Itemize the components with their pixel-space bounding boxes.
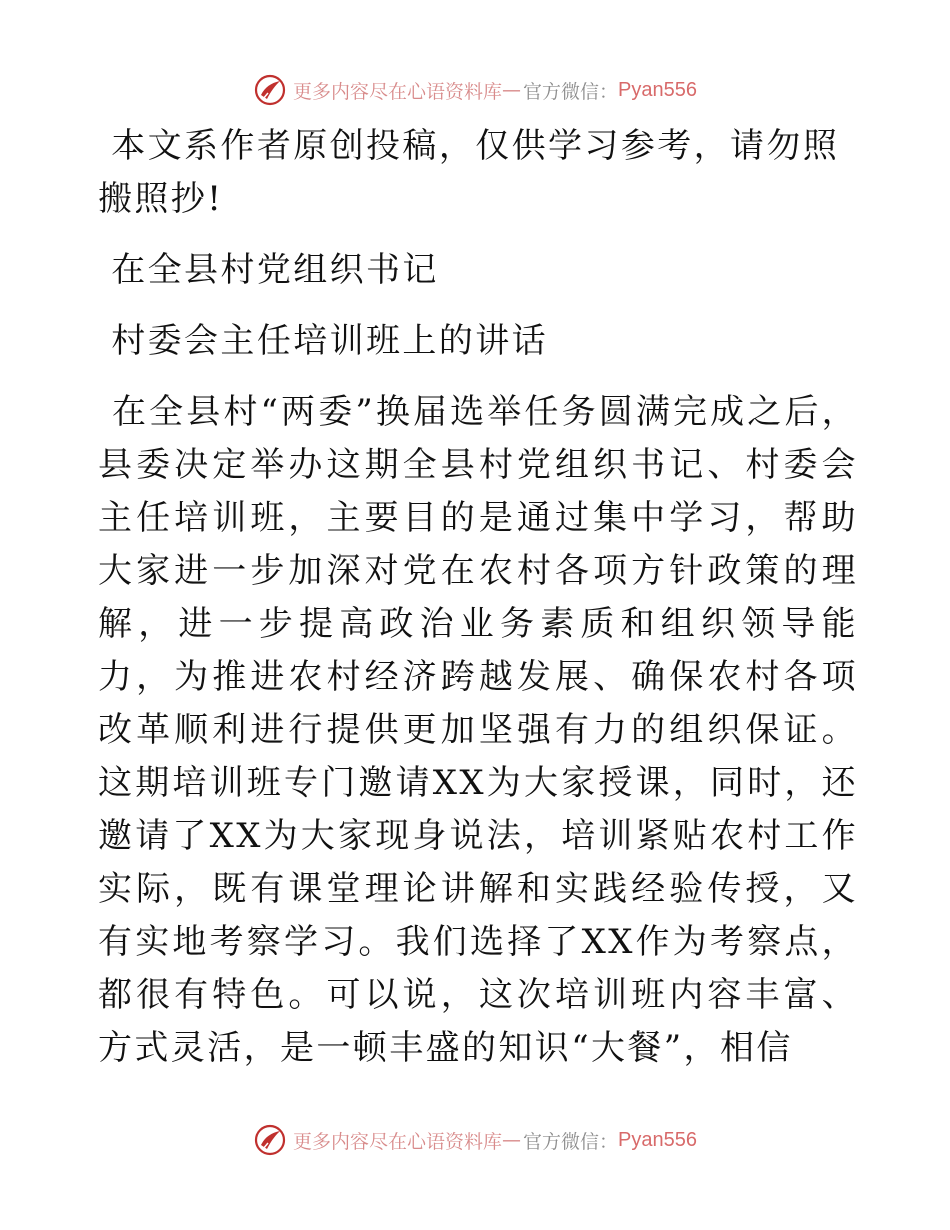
watermark-dash: — [502, 1129, 522, 1151]
speech-body-paragraph: 在全县村“两委”换届选举任务圆满完成之后，县委决定举办这期全县村党组织书记、村委会主任培训班，主要目的是通过集中学习，帮助大家进一步加深对党在农村各项方针政策的理解，进一步提高政治业务素质和组织领导能力，为推进农村经济跨越发展、确保农村各项改革顺利进行提供更加坚强有力的组织保证。这期培训班专门邀请XX为大家授课，同时，还邀请了XX为大家现身说法，培训紧贴农村工作实际，既有课堂理论讲解和实践经验传授，又有实地考察学习。我们选择了XX作为考察点，都很有特色。可以说，这次培训班内容丰富、方式灵活，是一顿丰盛的知识“大餐”，相信 [98, 392, 858, 1068]
watermark-wechat-id: Pyan556 [618, 1128, 697, 1151]
speech-title-line-2: 村委会主任培训班上的讲话 [98, 321, 549, 361]
speech-title-line-1: 在全县村党组织书记 [98, 250, 439, 290]
watermark-wechat-label: 官方微信： [523, 1130, 619, 1153]
copyright-notice: 本文系作者原创投稿，仅供学习参考，请勿照搬照抄! [98, 126, 840, 219]
document-body [98, 120, 858, 1075]
watermark-brand-text: 更多内容尽在心语资料库 [293, 1130, 503, 1153]
brand-logo-icon [253, 1123, 287, 1157]
watermark-dash: — [502, 79, 522, 101]
header-watermark [0, 70, 950, 110]
watermark-wechat-id: Pyan556 [618, 78, 697, 101]
watermark-brand-text: 更多内容尽在心语资料库 [293, 80, 503, 103]
watermark-wechat-label: 官方微信： [523, 80, 619, 103]
brand-logo-icon [253, 73, 287, 107]
footer-watermark [0, 1120, 950, 1160]
